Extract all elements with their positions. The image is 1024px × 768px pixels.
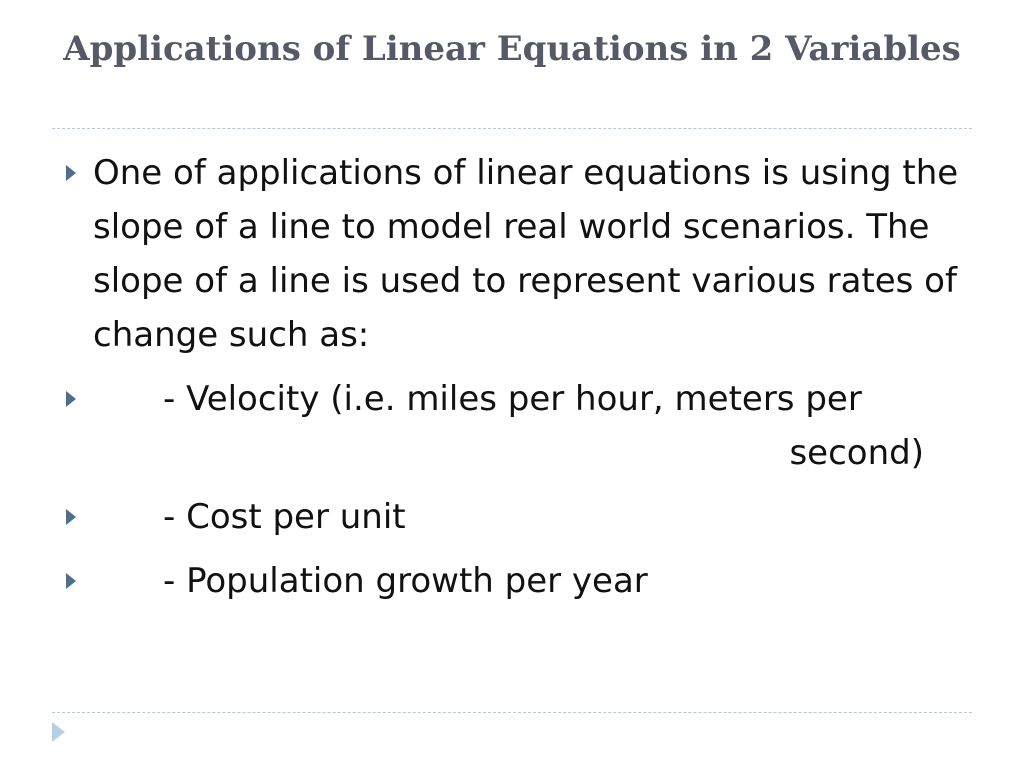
bullet-text: - Cost per unit — [163, 497, 406, 537]
bullet-text: - Velocity (i.e. miles per hour, meters per — [163, 379, 862, 419]
triangle-right-icon — [66, 391, 76, 407]
bullet-text: One of applications of linear equations is using the slope of a line to model real world scenarios. The slope of a line is used to represent various rates of change such as: — [93, 153, 959, 355]
bullet-list — [60, 146, 960, 618]
triangle-right-icon — [66, 509, 76, 525]
bullet-item-intro — [60, 146, 960, 362]
triangle-right-icon — [66, 165, 76, 181]
bullet-text: - Population growth per year — [163, 561, 648, 601]
slide-title: Applications of Linear Equations in 2 Variables — [63, 29, 961, 69]
bullet-item-population — [60, 554, 960, 608]
next-slide-arrow-icon[interactable] — [52, 722, 65, 742]
bullet-item-velocity — [60, 372, 960, 480]
triangle-right-icon — [66, 573, 76, 589]
title-divider — [52, 128, 972, 129]
footer-divider — [52, 712, 972, 713]
bullet-text-continuation: second) — [789, 433, 924, 473]
bullet-item-cost — [60, 490, 960, 544]
